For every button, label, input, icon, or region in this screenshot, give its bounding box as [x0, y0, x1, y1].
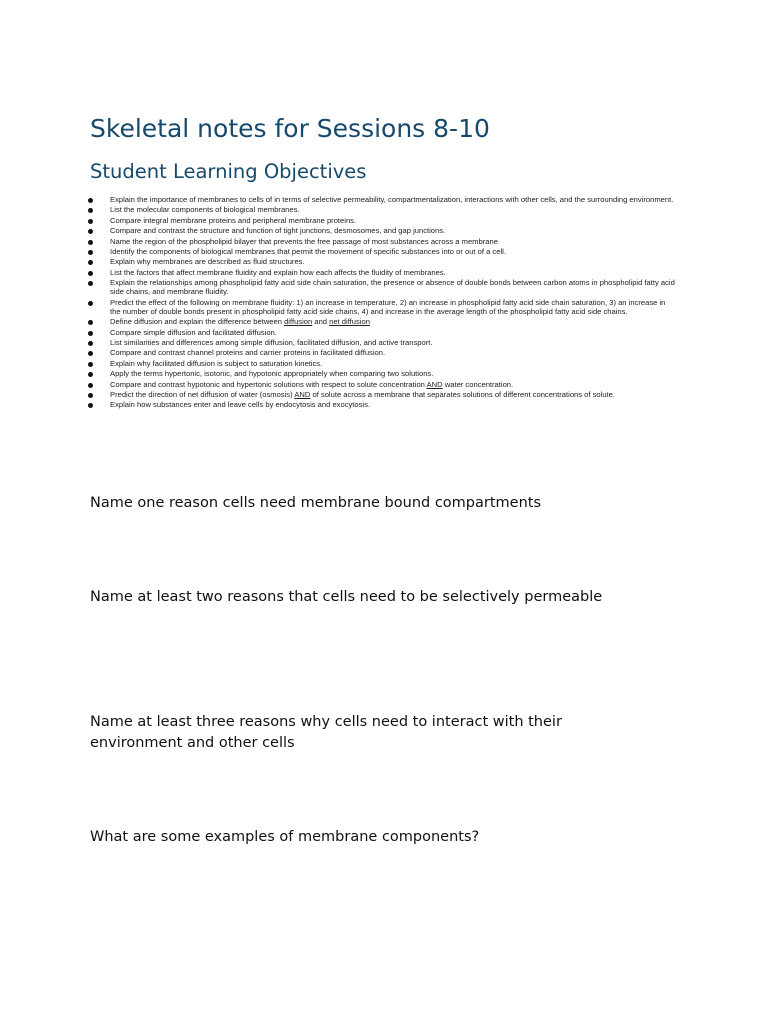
bullet-icon [88, 229, 93, 234]
bullet-icon [88, 240, 93, 245]
bullet-icon [88, 331, 93, 336]
list-item: List the molecular components of biological membranes. [110, 205, 678, 214]
list-item: Explain why membranes are described as fluid structures. [110, 257, 678, 266]
list-item: Compare and contrast channel proteins and carrier proteins in facilitated diffusion. [110, 348, 678, 357]
list-item: Identify the components of biological membranes that permit the movement of specific substances into or out of a cell. [110, 247, 678, 256]
bullet-icon [88, 260, 93, 265]
bullet-icon [88, 219, 93, 224]
list-item: Compare and contrast hypotonic and hypertonic solutions with respect to solute concentration AND water concentration. [110, 380, 678, 389]
bullet-icon [88, 341, 93, 346]
bullet-icon [88, 250, 93, 255]
bullet-icon [88, 198, 93, 203]
bullet-icon [88, 301, 93, 306]
objectives-list [110, 195, 678, 411]
list-item: Apply the terms hypertonic, isotonic, and hypotonic appropriately when comparing two solutions. [110, 369, 678, 378]
bullet-icon [88, 372, 93, 377]
bullet-icon [88, 393, 93, 398]
page-title: Skeletal notes for Sessions 8-10 [90, 114, 490, 143]
list-item: Explain the relationships among phospholipid fatty acid side chain saturation, the presence or absence of double bonds between carbon atoms in phospholipid fatty acid side chains, and membrane fluidity. [110, 278, 678, 296]
list-item: Predict the effect of the following on membrane fluidity: 1) an increase in temperature, 2) an increase in phospholipid fatty acid side chain saturation, 3) an increase in the number of double bonds present in phospholipid fatty acid side chains, 4) and increase in the average length of the phospholipid fatty acid side chains. [110, 298, 678, 316]
question-compartments: Name one reason cells need membrane bound compartments [90, 495, 542, 511]
list-item: Name the region of the phospholipid bilayer that prevents the free passage of most substances across a membrane [110, 237, 678, 246]
bullet-icon [88, 403, 93, 408]
list-item: Predict the direction of net diffusion of water (osmosis) AND of solute across a membrane that separates solutions of different concentrations of solute. [110, 390, 678, 399]
list-item: Compare simple diffusion and facilitated diffusion. [110, 328, 678, 337]
bullet-icon [88, 271, 93, 276]
list-item: Explain the importance of membranes to cells of in terms of selective permeability, compartmentalization, interactions with other cells, and the surrounding environment. [110, 195, 678, 204]
list-item: Compare and contrast the structure and function of tight junctions, desmosomes, and gap junctions. [110, 226, 678, 235]
list-item: Explain how substances enter and leave cells by endocytosis and exocytosis. [110, 400, 678, 409]
question-membrane-components: What are some examples of membrane components? [90, 829, 480, 845]
list-item: List the factors that affect membrane fluidity and explain how each affects the fluidity of membranes. [110, 268, 678, 277]
bullet-icon [88, 351, 93, 356]
list-item: List similarities and differences among simple diffusion, facilitated diffusion, and active transport. [110, 338, 678, 347]
bullet-icon [88, 208, 93, 213]
list-item: Define diffusion and explain the difference between diffusion and net diffusion [110, 317, 678, 326]
bullet-icon [88, 320, 93, 325]
question-interaction: Name at least three reasons why cells need to interact with their environment and other cells [90, 714, 562, 751]
question-permeability: Name at least two reasons that cells need to be selectively permeable [90, 589, 603, 605]
section-heading: Student Learning Objectives [90, 160, 367, 183]
list-item: Compare integral membrane proteins and peripheral membrane proteins. [110, 216, 678, 225]
bullet-icon [88, 383, 93, 388]
bullet-icon [88, 362, 93, 367]
list-item: Explain why facilitated diffusion is subject to saturation kinetics. [110, 359, 678, 368]
bullet-icon [88, 281, 93, 286]
